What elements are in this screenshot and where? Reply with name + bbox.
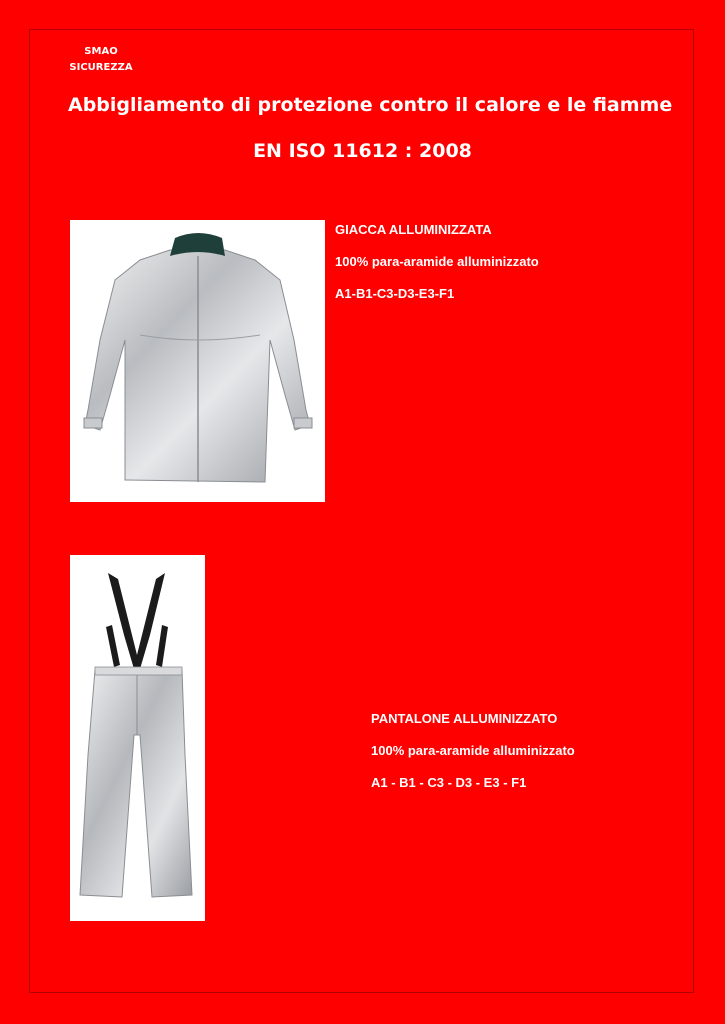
- standard-heading: EN ISO 11612 : 2008: [253, 140, 472, 162]
- brand-line-1: SMAO: [84, 46, 118, 57]
- trousers-image: [70, 555, 205, 921]
- trousers-name: PANTALONE ALLUMINIZZATO: [371, 711, 558, 726]
- trousers-rating: A1 - B1 - C3 - D3 - E3 - F1: [371, 775, 527, 790]
- page-title: Abbigliamento di protezione contro il calore e le fiamme: [68, 94, 673, 116]
- jacket-name: GIACCA ALLUMINIZZATA: [335, 222, 492, 237]
- jacket-rating: A1-B1-C3-D3-E3-F1: [335, 286, 455, 301]
- jacket-material: 100% para-aramide alluminizzato: [335, 254, 539, 269]
- jacket-image: [70, 220, 325, 502]
- brand-line-2: SICUREZZA: [69, 62, 133, 73]
- brand-logo-text: [66, 44, 136, 76]
- trousers-material: 100% para-aramide alluminizzato: [371, 743, 575, 758]
